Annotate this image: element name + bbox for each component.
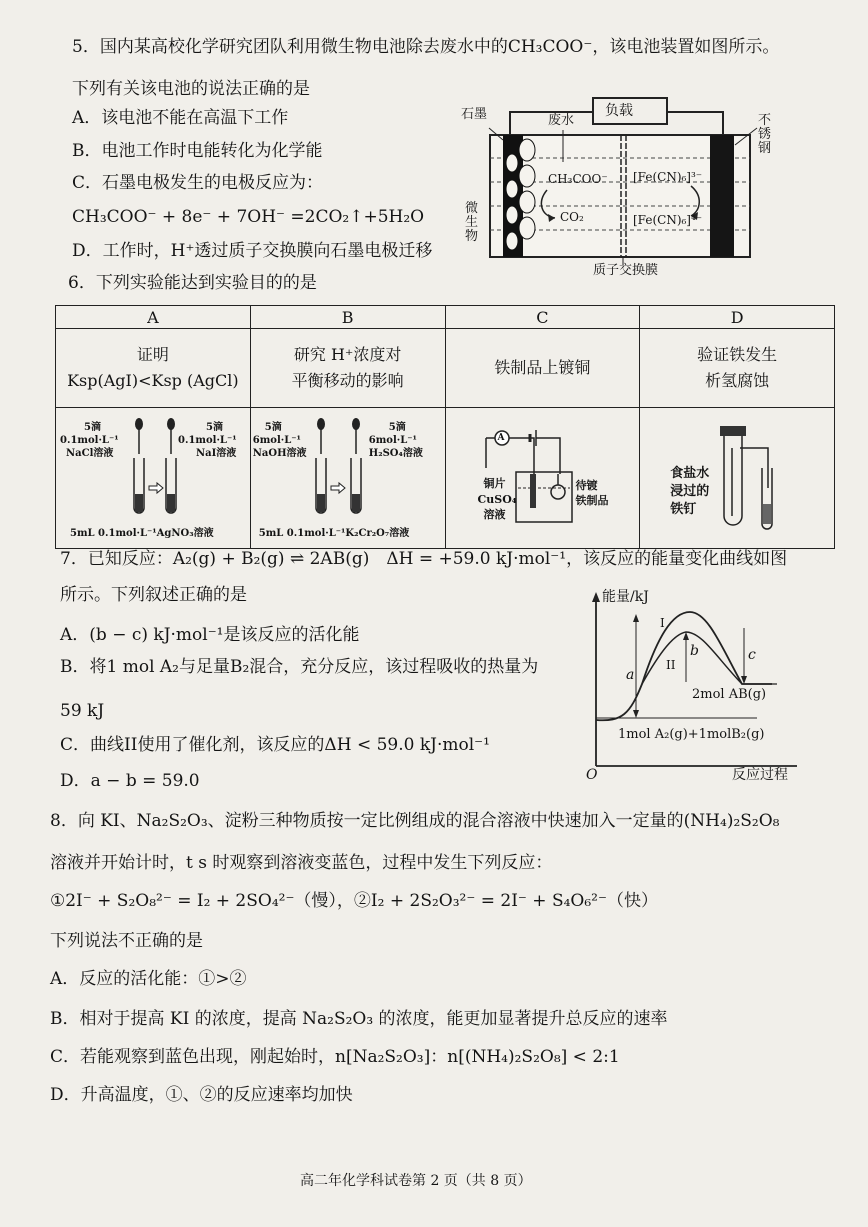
q7-option-b-cont: 59 kJ	[60, 701, 105, 721]
q6-goal-a-line1: 证明	[136, 345, 169, 364]
q5-option-c: C．石墨电极发生的电极反应为：	[72, 173, 324, 193]
q5-option-d: D．工作时，H⁺透过质子交换膜向石墨电极迁移	[72, 241, 433, 261]
ammeter-label: A	[497, 433, 505, 443]
a-sol2: NaI溶液	[196, 448, 237, 459]
q5-battery-figure	[455, 90, 785, 280]
b-conc1: 6mol·L⁻¹	[252, 435, 301, 446]
q6-figure-d	[640, 408, 835, 549]
salt-water-label: 食盐水	[670, 466, 710, 481]
origin-label: O	[586, 767, 598, 783]
a-label: a	[626, 667, 635, 683]
q6-header-d: D	[640, 306, 835, 329]
a-bottom-label: 5mL 0.1mol·L⁻¹AgNO₃溶液	[70, 528, 214, 539]
q8-stem-line4: 下列说法不正确的是	[50, 931, 203, 951]
b-sol2: H₂SO₄溶液	[368, 448, 423, 459]
q7-option-b: B．将1 mol A₂与足量B₂混合，充分反应，该过程吸收的热量为	[60, 657, 539, 677]
q5-option-c-equation: CH₃COO⁻ + 8e⁻ + 7OH⁻ =2CO₂↑+5H₂O	[72, 207, 425, 227]
q5-option-a: A．该电池不能在高温下工作	[72, 108, 289, 128]
ch3coo-label: CH₃COO⁻	[548, 172, 608, 186]
q8-stem-line1: 8．向 KI、Na₂S₂O₃、淀粉三种物质按一定比例组成的混合溶液中快速加入一定量的(NH₄)₂S₂O₈	[50, 811, 780, 831]
soaked-label: 浸过的	[670, 484, 710, 499]
q7-stem-line2: 所示。下列叙述正确的是	[60, 585, 247, 605]
q7-stem-line1: 7．已知反应：A₂(g) + B₂(g) ⇌ 2AB(g) ΔH = +59.0 kJ·mol⁻¹，该反应的能量变化曲线如图	[60, 549, 788, 569]
q6-goal-c	[445, 329, 640, 408]
q7-option-d: D．a − b = 59.0	[60, 771, 200, 791]
wastewater-label: 废水	[548, 113, 575, 128]
a-sol1: NaCl溶液	[66, 448, 114, 459]
q6-goal-b	[250, 329, 445, 408]
q6-goal-d-line1: 验证铁发生	[697, 345, 778, 364]
c-label: c	[748, 647, 756, 663]
curve-i-label: I	[660, 616, 665, 630]
page-footer: 高二年化学科试卷第 2 页（共 8 页）	[300, 1173, 532, 1189]
q6-goal-c-line1: 铁制品上镀铜	[494, 358, 591, 377]
q5-stem-line1: 5．国内某高校化学研究团队利用微生物电池除去废水中的CH₃COO⁻，该电池装置如图所示。	[72, 37, 780, 57]
q6-experiment-table	[55, 305, 835, 549]
a-drop2: 5滴	[206, 422, 223, 433]
q7-option-a: A．(b − c) kJ·mol⁻¹是该反应的活化能	[60, 625, 360, 645]
q6-stem: 6．下列实验能达到实验目的的是	[68, 273, 317, 293]
q8-reactions: ①2I⁻ + S₂O₈²⁻ = I₂ + 2SO₄²⁻（慢），②I₂ + 2S₂O₃²⁻ = 2I⁻ + S₄O₆²⁻（快）	[50, 891, 658, 911]
progress-axis-label: 反应过程	[732, 767, 788, 783]
q6-header-b: B	[250, 306, 445, 329]
q8-option-d: D．升高温度，①、②的反应速率均加快	[50, 1085, 353, 1105]
q6-goal-d-line2: 析氢腐蚀	[705, 371, 770, 390]
a-conc2: 0.1mol·L⁻¹	[178, 435, 237, 446]
q6-figure-b	[250, 408, 445, 549]
fe-cn-3-label: [Fe(CN)₆]³⁻	[633, 170, 703, 184]
q7-option-c: C．曲线II使用了催化剂，该反应的ΔH < 59.0 kJ·mol⁻¹	[60, 735, 490, 755]
b-label: b	[690, 643, 699, 659]
q6-header-c: C	[445, 306, 640, 329]
q5-option-b: B．电池工作时电能转化为化学能	[72, 141, 323, 161]
q6-goal-d	[640, 329, 835, 408]
b-drop2: 5滴	[388, 422, 406, 433]
q6-figure-a	[56, 408, 251, 549]
reactant-label: 1mol A₂(g)+1molB₂(g)	[618, 727, 765, 742]
q6-goal-a-line2: Ksp(AgI)<Ksp (AgCl)	[67, 371, 239, 390]
curve-ii-label: II	[666, 658, 676, 672]
iron-item-label: 铁制品	[575, 494, 609, 507]
b-bottom-label: 5mL 0.1mol·L⁻¹K₂Cr₂O₇溶液	[258, 528, 410, 539]
to-plate-label: 待镀	[575, 479, 598, 492]
iron-nail-label: 铁钉	[670, 502, 697, 517]
membrane-label: 质子交换膜	[593, 263, 659, 278]
q7-energy-diagram	[582, 588, 807, 783]
energy-axis-label: 能量/kJ	[602, 589, 649, 605]
a-drop1: 5滴	[84, 422, 101, 433]
q8-option-a: A．反应的活化能：①>②	[50, 969, 247, 989]
q8-option-b: B．相对于提高 KI 的浓度，提高 Na₂S₂O₃ 的浓度，能更加显著提升总反应的速率	[50, 1009, 668, 1029]
q6-goal-b-line2: 平衡移动的影响	[291, 371, 404, 390]
stainless-steel-label: 不锈钢	[758, 113, 772, 156]
a-conc1: 0.1mol·L⁻¹	[60, 435, 119, 446]
q6-goal-a	[56, 329, 251, 408]
graphite-label: 石墨	[461, 107, 488, 122]
q6-figure-c	[445, 408, 640, 549]
microbe-label: 微生物	[465, 201, 479, 244]
solution-label: 溶液	[483, 508, 506, 521]
product-label: 2mol AB(g)	[692, 687, 767, 702]
load-label: 负载	[605, 103, 633, 119]
q6-goal-b-line1: 研究 H⁺浓度对	[293, 345, 402, 364]
co2-label: CO₂	[560, 210, 584, 224]
q6-header-a: A	[56, 306, 251, 329]
q8-stem-line2: 溶液并开始计时，t s 时观察到溶液变蓝色，过程中发生下列反应：	[50, 853, 553, 873]
b-drop1: 5滴	[264, 422, 282, 433]
cuso4-label: CuSO₄	[477, 493, 517, 506]
q8-option-c: C．若能观察到蓝色出现，刚起始时，n[Na₂S₂O₃]：n[(NH₄)₂S₂O₈] < 2:1	[50, 1047, 620, 1067]
b-conc2: 6mol·L⁻¹	[368, 435, 417, 446]
q5-stem-line2: 下列有关该电池的说法正确的是	[72, 79, 310, 99]
copper-plate-label: 铜片	[483, 477, 506, 490]
fe-cn-4-label: [Fe(CN)₆]⁴⁻	[633, 213, 703, 227]
b-sol1: NaOH溶液	[252, 448, 307, 459]
